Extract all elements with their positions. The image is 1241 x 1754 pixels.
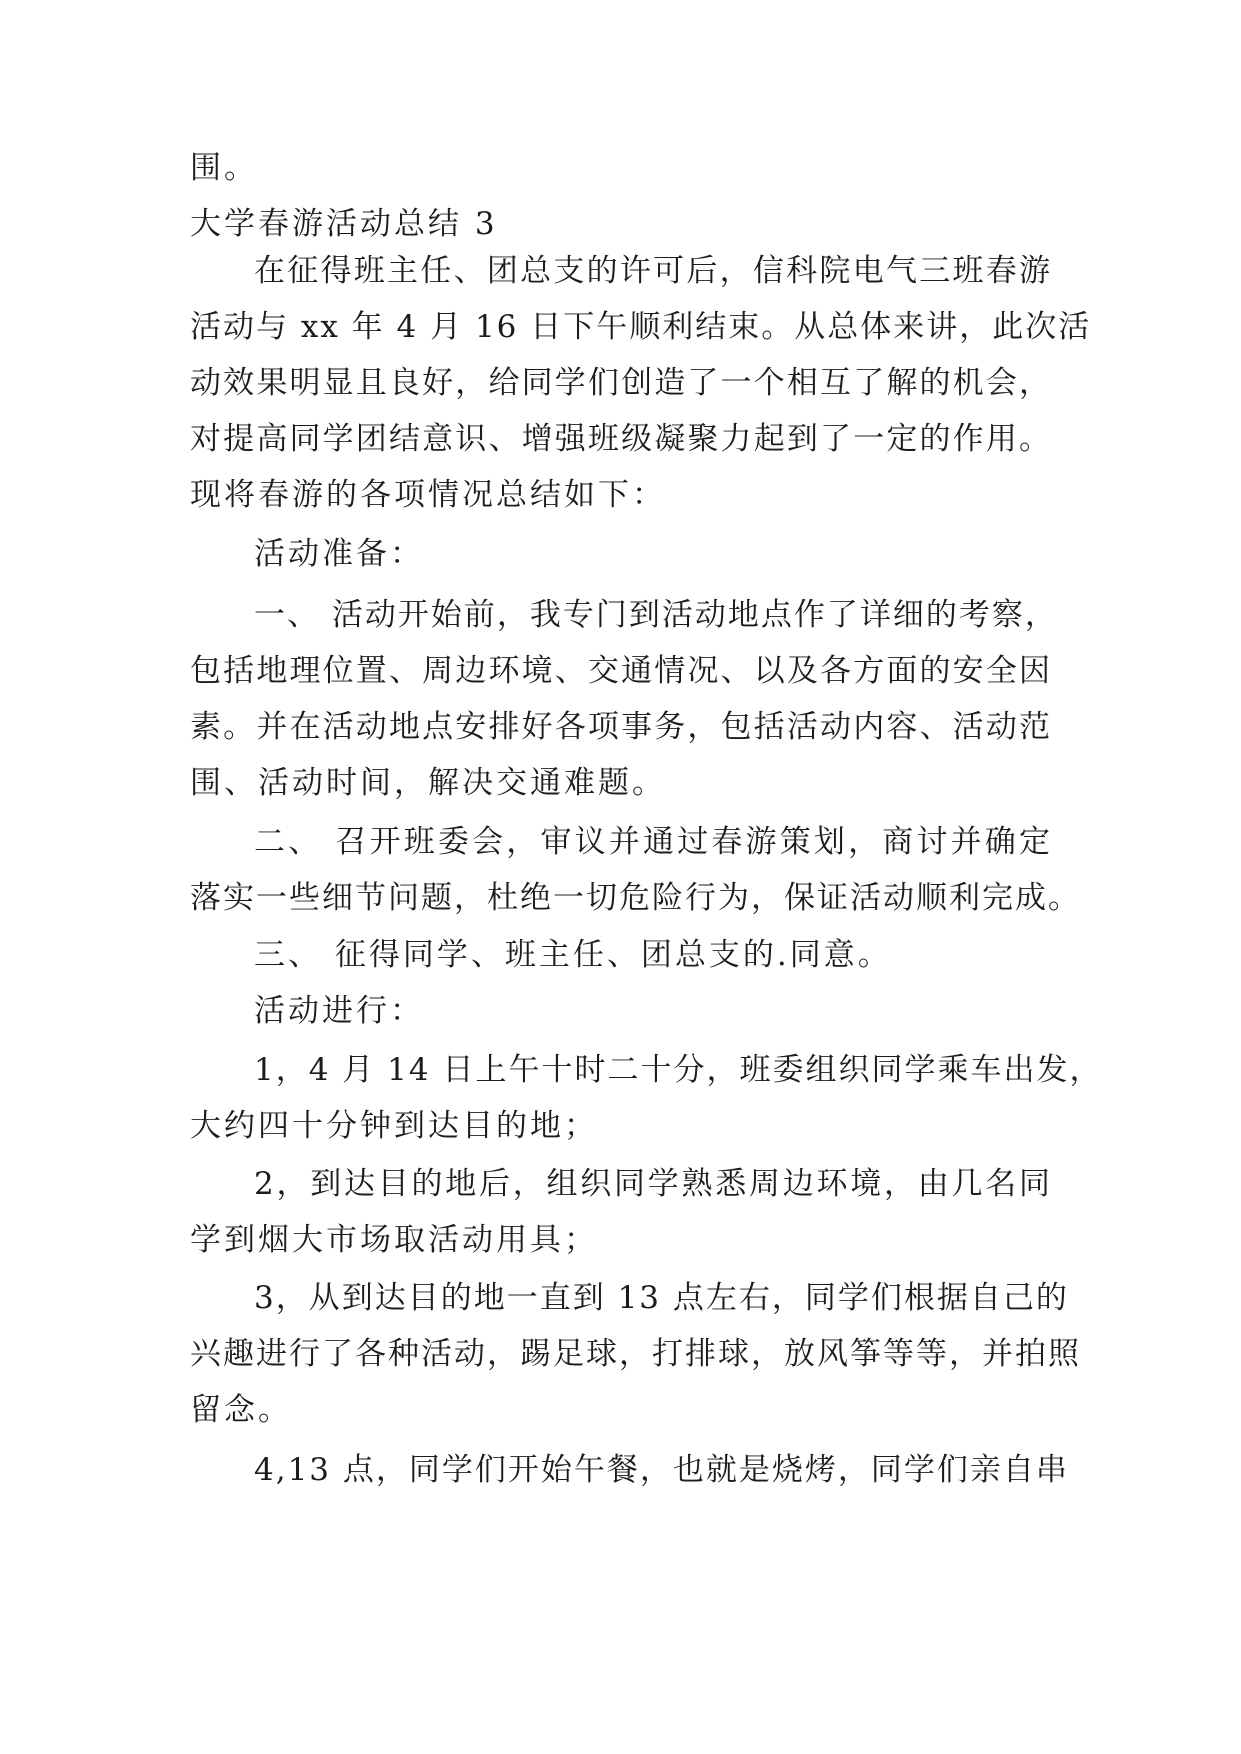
text-line: 动效果明显且良好，给同学们创造了一个相互了解的机会， [190,365,1052,401]
text-line: 4,13 点，同学们开始午餐，也就是烧烤，同学们亲自串 [254,1452,1069,1488]
subheading: 活动进行： [254,993,424,1029]
text-line: 留念。 [190,1392,292,1428]
text-line: 围。 [190,150,258,186]
text-line: 2，到达目的地后，组织同学熟悉周边环境，由几名同 [254,1166,1052,1202]
text-line: 落实一些细节问题，杜绝一切危险行为，保证活动顺利完成。 [190,880,1081,916]
text-line: 包括地理位置、周边环境、交通情况、以及各方面的安全因 [190,653,1052,689]
text-line: 素。并在活动地点安排好各项事务，包括活动内容、活动范 [190,709,1052,745]
text-line: 大约四十分钟到达目的地； [190,1108,598,1144]
text-line: 学到烟大市场取活动用具； [190,1222,598,1258]
text-line: 一、 活动开始前，我专门到活动地点作了详细的考察， [254,597,1058,633]
text-line: 二、 召开班委会，审议并通过春游策划，商讨并确定 [254,824,1052,860]
text-line: 现将春游的各项情况总结如下： [190,477,666,513]
subheading: 活动准备： [254,536,424,572]
text-line: 对提高同学团结意识、增强班级凝聚力起到了一定的作用。 [190,421,1052,457]
text-line: 三、 征得同学、班主任、团总支的.同意。 [254,937,892,973]
text-line: 在征得班主任、团总支的许可后，信科院电气三班春游 [254,253,1052,289]
text-line: 围、活动时间，解决交通难题。 [190,765,666,801]
section-title: 大学春游活动总结 3 [190,206,498,242]
text-line: 活动与 xx 年 4 月 16 日下午顺利结束。从总体来讲，此次活 [190,309,1092,345]
text-line: 1，4 月 14 日上午十时二十分，班委组织同学乘车出发， [254,1052,1103,1088]
text-line: 兴趣进行了各种活动，踢足球，打排球，放风筝等等，并拍照 [190,1336,1081,1372]
text-line: 3，从到达目的地一直到 13 点左右，同学们根据自己的 [254,1280,1069,1316]
